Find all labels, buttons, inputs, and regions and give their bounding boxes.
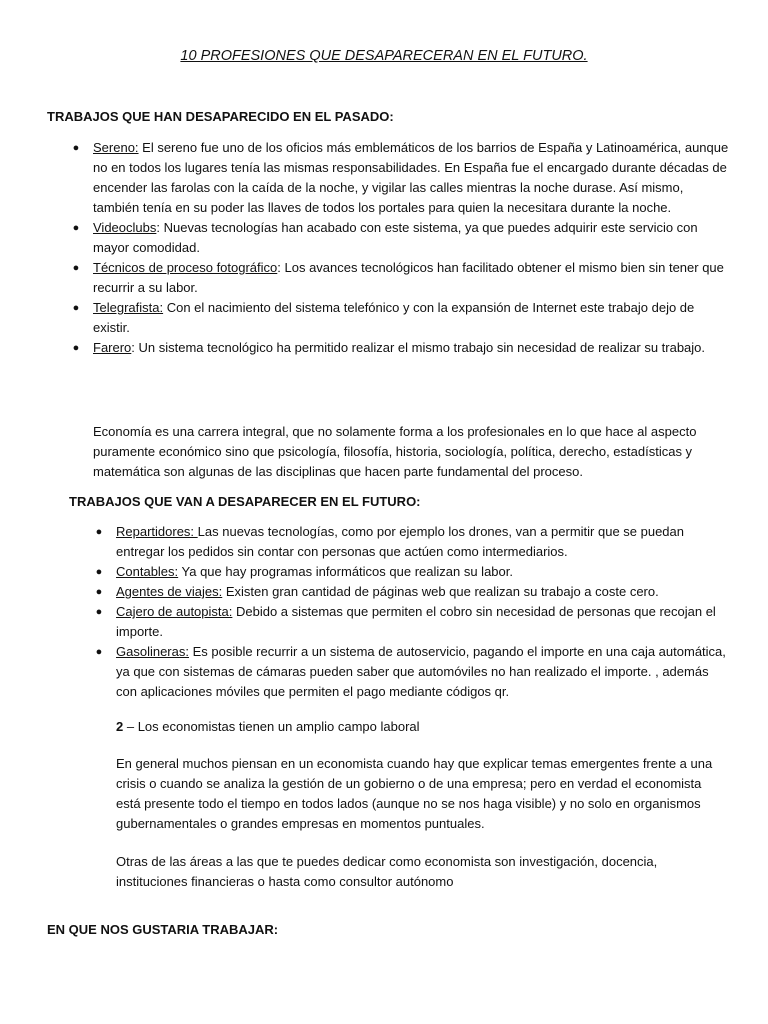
list-item-term: Contables: xyxy=(116,564,179,579)
bullet-icon: ● xyxy=(95,586,103,598)
bullet-icon: ● xyxy=(72,302,80,314)
list-item xyxy=(72,218,733,258)
list-item xyxy=(72,338,733,358)
bullet-icon: ● xyxy=(72,342,80,354)
bullet-icon: ● xyxy=(72,222,80,234)
list-item-term: Gasolineras: xyxy=(116,644,189,659)
bullet-icon: ● xyxy=(95,566,103,578)
list-item-text: Debido a sistemas que permiten el cobro sin necesidad de personas que recojan el importe. xyxy=(116,604,716,639)
heading-future-jobs: TRABAJOS QUE VAN A DESAPARECER EN EL FUTURO: xyxy=(69,494,421,509)
list-item xyxy=(72,258,733,298)
list-item-text: Con el nacimiento del sistema telefónico y con la expansión de Internet este trabajo dejo de existir. xyxy=(93,300,695,335)
bullet-icon: ● xyxy=(72,142,80,154)
list-item xyxy=(95,562,728,582)
list-item-text: El sereno fue uno de los oficios más emblemáticos de los barrios de España y Latinoamérica, aunque no en todos los lugares tenía las mismas responsabilidades. En España fue el encargado durante décadas de encender las farolas con la caída de la noche, y vigilar las calles mientras la noche durase. Así mismo, también tenía en su poder las llaves de todos los portales para quien la necesitara durante la noche. xyxy=(93,140,729,215)
economist-paragraph-1: En general muchos piensan en un economista cuando hay que explicar temas emergentes frente a una crisis o cuando se analiza la gestión de un gobierno o de una empresa; pero en verdad el economista está presente todo el tiempo en todos lados (aunque no se nos haga visible) y no solo en organismos gubernamentales o grandes empresas en momentos puntuales. xyxy=(116,756,713,831)
list-item-term: Videoclubs xyxy=(93,220,157,235)
bullet-icon: ● xyxy=(95,606,103,618)
list-item-term: Repartidores: xyxy=(116,524,198,539)
list-item-term: Sereno: xyxy=(93,140,139,155)
economist-subheading xyxy=(116,717,726,737)
bullet-icon: ● xyxy=(95,526,103,538)
list-item-term: Farero xyxy=(93,340,132,355)
economist-paragraph-2: Otras de las áreas a las que te puedes dedicar como economista son investigación, docencia, instituciones financieras o hasta como consultor autónomo xyxy=(116,854,658,889)
past-jobs-list xyxy=(72,138,733,358)
list-item-text: Es posible recurrir a un sistema de autoservicio, pagando el importe en una caja automática, ya que con sistemas de cámaras pueden saber que automóviles no han realizado el importe. , además con aplicaciones móviles que permiten el pago mediante códigos qr. xyxy=(116,644,726,699)
list-item-text: Las nuevas tecnologías, como por ejemplo los drones, van a permitir que se puedan entregar los pedidos sin contar con personas que actúen como intermediarios. xyxy=(116,524,685,559)
list-item-text: : Los avances tecnológicos han facilitado obtener el mismo bien sin tener que recurrir a su labor. xyxy=(93,260,724,295)
list-item xyxy=(95,522,728,562)
list-item xyxy=(95,642,728,702)
future-jobs-list xyxy=(95,522,728,702)
list-item xyxy=(72,298,733,338)
list-item-text: Existen gran cantidad de páginas web que realizan su trabajo a coste cero. xyxy=(222,584,659,599)
list-item-term: Cajero de autopista: xyxy=(116,604,233,619)
list-item-term: Técnicos de proceso fotográfico xyxy=(93,260,278,275)
heading-preferred-jobs: EN QUE NOS GUSTARIA TRABAJAR: xyxy=(47,922,279,937)
list-item xyxy=(95,602,728,642)
bullet-icon: ● xyxy=(95,646,103,658)
list-item-term: Telegrafista: xyxy=(93,300,164,315)
heading-past-jobs: TRABAJOS QUE HAN DESAPARECIDO EN EL PASADO: xyxy=(47,109,394,124)
subheading-text: – Los economistas tienen un amplio campo laboral xyxy=(123,719,420,734)
economics-paragraph: Economía es una carrera integral, que no solamente forma a los profesionales en lo que hace al aspecto puramente económico sino que psicología, filosofía, historia, sociología, política, derecho, estadísticas y matemática son algunas de las disciplinas que hacen parte fundamental del proceso. xyxy=(93,424,697,479)
list-item-text: : Un sistema tecnológico ha permitido realizar el mismo trabajo sin necesidad de realizar su trabajo. xyxy=(131,340,706,355)
document-title: 10 PROFESIONES QUE DESAPARECERAN EN EL FUTURO. xyxy=(180,48,588,64)
list-item xyxy=(72,138,733,218)
bullet-icon: ● xyxy=(72,262,80,274)
subheading-number: 2 xyxy=(116,719,124,734)
list-item-text: : Nuevas tecnologías han acabado con este sistema, ya que puedes adquirir este servicio con mayor comodidad. xyxy=(93,220,698,255)
list-item-text: Ya que hay programas informáticos que realizan su labor. xyxy=(178,564,513,579)
list-item-term: Agentes de viajes: xyxy=(116,584,223,599)
list-item xyxy=(95,582,728,602)
